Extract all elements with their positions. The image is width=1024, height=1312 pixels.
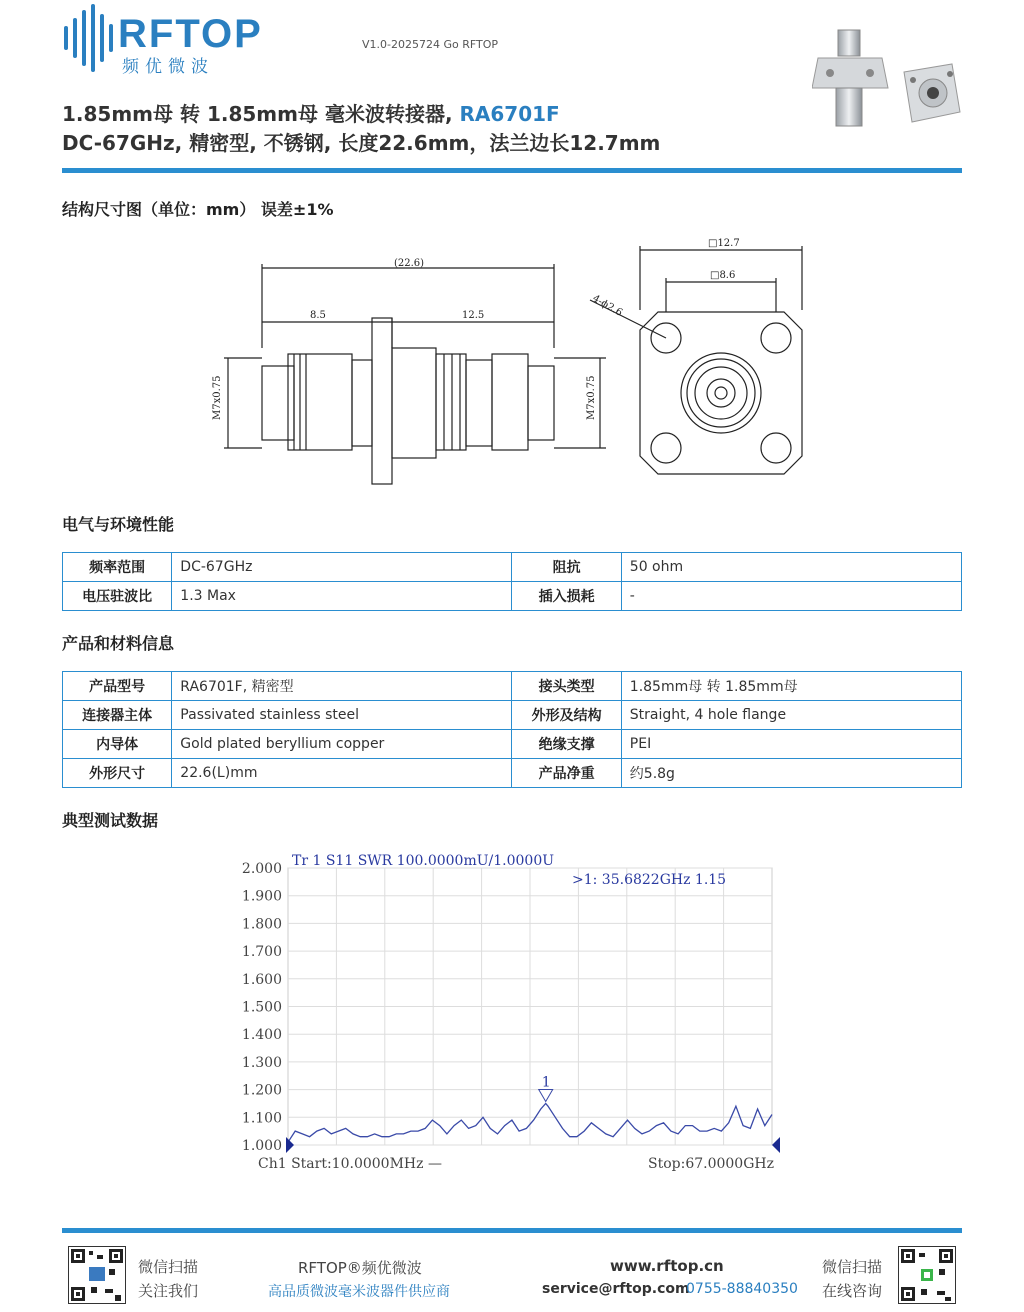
marker-label: 1	[541, 1074, 551, 1091]
dim-thread-left: M7x0.75	[212, 375, 223, 420]
spec-key: 外形及结构	[512, 701, 621, 730]
table-row	[63, 582, 962, 611]
spec-value: 约5.8g	[621, 759, 961, 788]
footer-consult: 在线咨询	[822, 1282, 883, 1300]
spec-key: 绝缘支撑	[512, 730, 621, 759]
product-subtitle: DC-67GHz, 精密型, 不锈钢, 长度22.6mm，法兰边长12.7mm	[62, 131, 661, 155]
logo-icon	[62, 4, 118, 72]
section-product-title: 产品和材料信息	[62, 634, 175, 653]
y-tick-label: 1.500	[241, 999, 282, 1016]
spec-value: -	[621, 582, 961, 611]
spec-value: 1.85mm母 转 1.85mm母	[621, 672, 961, 701]
y-tick-label: 1.300	[241, 1054, 282, 1071]
product-table	[62, 671, 962, 788]
dim-flange: □12.7	[708, 238, 740, 249]
spec-key: 阻抗	[512, 553, 621, 582]
product-title: 1.85mm母 转 1.85mm母 毫米波转接器, RA6701F	[62, 102, 560, 126]
footer-wechat-scan-2: 微信扫描	[822, 1258, 883, 1276]
section-electrical-title: 电气与环境性能	[62, 515, 175, 534]
chart-footer-start: Ch1 Start:10.0000MHz —	[258, 1156, 442, 1172]
y-tick-label: 1.400	[241, 1027, 282, 1044]
footer-email[interactable]: service@rftop.com	[542, 1281, 690, 1297]
spec-key: 接头类型	[512, 672, 621, 701]
y-tick-label: 1.900	[241, 888, 282, 905]
table-row	[63, 759, 962, 788]
chart-footer-stop: Stop:67.0000GHz	[648, 1156, 774, 1172]
footer-phone[interactable]: 0755-88840350	[686, 1281, 798, 1297]
y-tick-label: 1.200	[241, 1082, 282, 1099]
spec-key: 产品型号	[63, 672, 172, 701]
spec-key: 插入损耗	[512, 582, 621, 611]
spec-value: Gold plated beryllium copper	[172, 730, 512, 759]
spec-value: 22.6(L)mm	[172, 759, 512, 788]
logo-subtitle: 频优微波	[122, 57, 214, 77]
footer-slogan: 高品质微波毫米波器件供应商	[268, 1284, 450, 1300]
footer-divider	[62, 1228, 962, 1233]
y-tick-label: 1.600	[241, 971, 282, 988]
logo-text: RFTOP	[118, 12, 263, 56]
swr-chart	[230, 848, 790, 1178]
section-drawing-title: 结构尺寸图（单位：mm） 误差±1%	[62, 200, 334, 219]
dim-holes: 4-ϕ2.6	[590, 293, 625, 319]
dim-thread-right: M7x0.75	[586, 375, 597, 420]
stop-marker-icon	[772, 1137, 780, 1153]
footer-website[interactable]: www.rftop.cn	[610, 1257, 724, 1275]
spec-key: 电压驻波比	[63, 582, 172, 611]
electrical-table	[62, 552, 962, 611]
spec-value: PEI	[621, 730, 961, 759]
table-row	[63, 701, 962, 730]
spec-value: 50 ohm	[621, 553, 961, 582]
dim-right: 12.5	[462, 310, 485, 321]
footer-follow-us: 关注我们	[138, 1282, 199, 1300]
product-photo	[812, 28, 962, 132]
spec-value: 1.3 Max	[172, 582, 512, 611]
dim-hole-spacing: □8.6	[710, 270, 736, 281]
spec-value: RA6701F, 精密型	[172, 672, 512, 701]
spec-value: Straight, 4 hole flange	[621, 701, 961, 730]
table-row	[63, 672, 962, 701]
spec-key: 内导体	[63, 730, 172, 759]
y-tick-label: 2.000	[241, 861, 282, 877]
spec-key: 外形尺寸	[63, 759, 172, 788]
y-tick-label: 1.700	[241, 944, 282, 961]
header-divider	[62, 168, 962, 173]
y-tick-label: 1.100	[241, 1110, 282, 1127]
marker-readout: >1: 35.6822GHz 1.15	[572, 872, 727, 888]
table-row	[63, 730, 962, 759]
table-row	[63, 553, 962, 582]
model-number: RA6701F	[459, 102, 560, 126]
dimension-drawing	[200, 228, 820, 492]
spec-key: 频率范围	[63, 553, 172, 582]
chart-header: Tr 1 S11 SWR 100.0000mU/1.0000U	[292, 853, 555, 869]
section-test-title: 典型测试数据	[62, 811, 159, 830]
qr-code-follow[interactable]	[68, 1246, 126, 1304]
spec-value: Passivated stainless steel	[172, 701, 512, 730]
dim-overall: (22.6)	[394, 258, 425, 269]
spec-key: 产品净重	[512, 759, 621, 788]
y-tick-label: 1.000	[241, 1138, 282, 1154]
dim-left: 8.5	[310, 310, 326, 321]
spec-key: 连接器主体	[63, 701, 172, 730]
y-tick-label: 1.800	[241, 916, 282, 933]
footer-wechat-scan: 微信扫描	[138, 1258, 199, 1276]
footer-brand: RFTOP®频优微波	[298, 1259, 422, 1277]
version-text: V1.0-2025724 Go RFTOP	[362, 38, 499, 51]
spec-value: DC-67GHz	[172, 553, 512, 582]
qr-code-consult[interactable]	[898, 1246, 956, 1304]
